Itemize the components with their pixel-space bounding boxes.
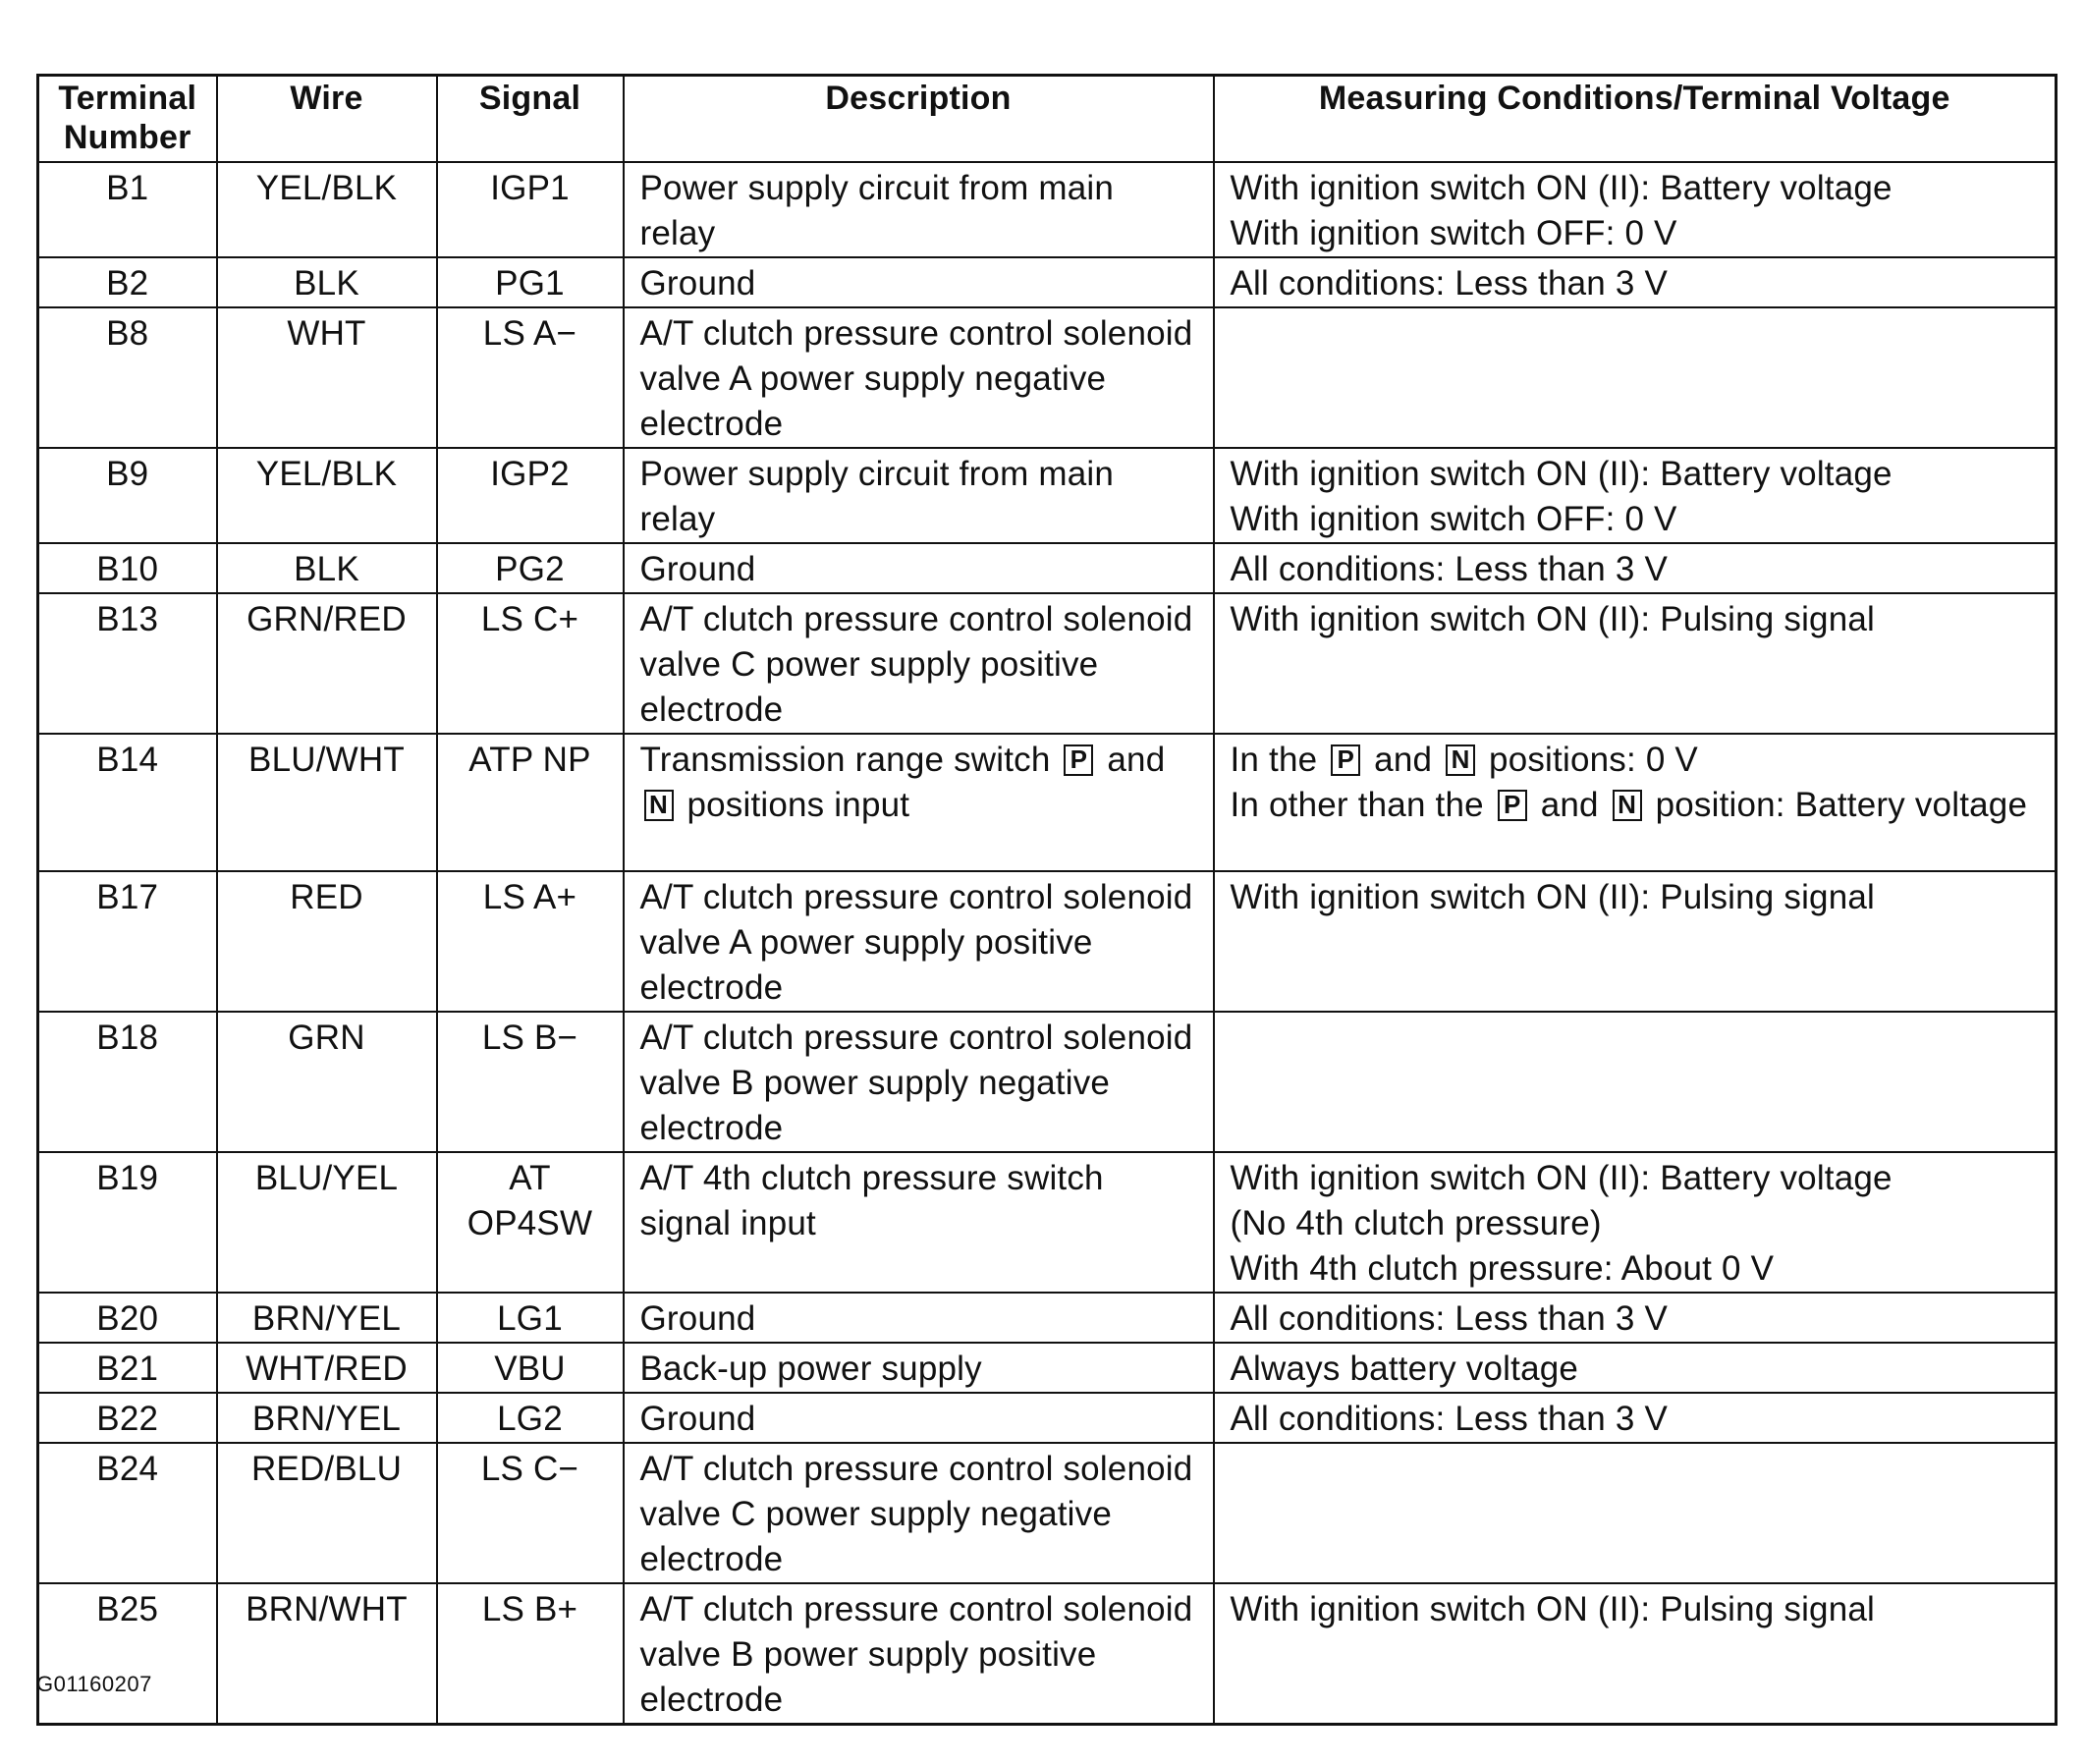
wire-cell: BRN/YEL xyxy=(217,1393,437,1443)
terminal-cell: B20 xyxy=(38,1293,217,1343)
description-cell: Ground xyxy=(624,543,1214,593)
table-row xyxy=(38,257,2057,307)
measuring-line xyxy=(1231,783,2040,828)
terminal-cell: B18 xyxy=(38,1012,217,1152)
wire-cell: BLK xyxy=(217,257,437,307)
header-wire: Wire xyxy=(217,76,437,163)
table-row xyxy=(38,1393,2057,1443)
measuring-line: All conditions: Less than 3 V xyxy=(1230,1299,1669,1338)
table-row xyxy=(38,734,2057,871)
measuring-cell xyxy=(1214,1152,2057,1293)
description-cell: Power supply circuit from main relay xyxy=(624,162,1214,257)
wire-cell: RED xyxy=(217,871,437,1012)
wire-cell: RED/BLU xyxy=(217,1443,437,1583)
neutral-position-box: N xyxy=(644,790,674,821)
measuring-line: With ignition switch ON (II): Pulsing signal xyxy=(1230,1590,1876,1628)
header-description: Description xyxy=(624,76,1214,163)
measuring-cell xyxy=(1214,734,2057,871)
terminal-cell: B1 xyxy=(38,162,217,257)
measuring-text: position: Battery voltage xyxy=(1655,786,2028,824)
measuring-line: All conditions: Less than 3 V xyxy=(1230,264,1669,303)
terminal-table-container xyxy=(36,74,2055,1726)
terminal-cell: B8 xyxy=(38,307,217,448)
signal-cell: PG1 xyxy=(437,257,624,307)
signal-cell: LS A− xyxy=(437,307,624,448)
wire-cell: GRN xyxy=(217,1012,437,1152)
signal-cell: LS C− xyxy=(437,1443,624,1583)
terminal-cell: B24 xyxy=(38,1443,217,1583)
measuring-cell-empty xyxy=(1214,1012,2057,1152)
table-row xyxy=(38,543,2057,593)
measuring-cell xyxy=(1214,1293,2057,1343)
signal-cell: LS C+ xyxy=(437,593,624,734)
measuring-cell xyxy=(1214,593,2057,734)
terminal-voltage-table xyxy=(36,74,2058,1726)
description-text: positions input xyxy=(686,786,910,824)
terminal-cell: B14 xyxy=(38,734,217,871)
terminal-cell: B9 xyxy=(38,448,217,543)
description-cell: Power supply circuit from main relay xyxy=(624,448,1214,543)
measuring-cell xyxy=(1214,1583,2057,1725)
neutral-position-box: N xyxy=(1613,790,1642,821)
signal-cell: LS A+ xyxy=(437,871,624,1012)
measuring-text: and xyxy=(1374,741,1433,779)
signal-cell: PG2 xyxy=(437,543,624,593)
park-position-box: P xyxy=(1064,744,1093,776)
header-terminal-number: Terminal Number xyxy=(38,76,217,163)
measuring-line: With ignition switch ON (II): Pulsing signal xyxy=(1230,600,1876,638)
signal-cell: LG1 xyxy=(437,1293,624,1343)
terminal-cell: B19 xyxy=(38,1152,217,1293)
description-cell: A/T clutch pressure control solenoid valve A power supply positive electrode xyxy=(624,871,1214,1012)
table-row xyxy=(38,1012,2057,1152)
measuring-cell xyxy=(1214,448,2057,543)
terminal-cell: B2 xyxy=(38,257,217,307)
terminal-cell: B21 xyxy=(38,1343,217,1393)
table-row xyxy=(38,162,2057,257)
wire-cell: WHT xyxy=(217,307,437,448)
figure-id: G01160207 xyxy=(36,1672,152,1696)
table-row xyxy=(38,1293,2057,1343)
measuring-cell xyxy=(1214,257,2057,307)
wire-cell: BLU/YEL xyxy=(217,1152,437,1293)
signal-cell: LG2 xyxy=(437,1393,624,1443)
measuring-cell-empty xyxy=(1214,307,2057,448)
description-cell: Ground xyxy=(624,257,1214,307)
table-row xyxy=(38,1343,2057,1393)
terminal-cell: B17 xyxy=(38,871,217,1012)
measuring-cell xyxy=(1214,1343,2057,1393)
signal-cell: IGP1 xyxy=(437,162,624,257)
measuring-line: With 4th clutch pressure: About 0 V xyxy=(1230,1249,1775,1288)
measuring-cell xyxy=(1214,543,2057,593)
neutral-position-box: N xyxy=(1446,744,1475,776)
measuring-line: With ignition switch OFF: 0 V xyxy=(1230,214,1677,252)
description-cell: Ground xyxy=(624,1393,1214,1443)
signal-cell: LS B+ xyxy=(437,1583,624,1725)
measuring-cell xyxy=(1214,162,2057,257)
measuring-line: With ignition switch ON (II): Battery voltage xyxy=(1230,1159,1893,1197)
measuring-line: All conditions: Less than 3 V xyxy=(1230,1400,1669,1438)
measuring-text: In other than the xyxy=(1230,786,1484,824)
table-row xyxy=(38,871,2057,1012)
measuring-cell xyxy=(1214,871,2057,1012)
wire-cell: BRN/YEL xyxy=(217,1293,437,1343)
description-cell: A/T clutch pressure control solenoid valve B power supply positive electrode xyxy=(624,1583,1214,1725)
header-signal: Signal xyxy=(437,76,624,163)
wire-cell: WHT/RED xyxy=(217,1343,437,1393)
description-cell xyxy=(624,734,1214,871)
description-cell: A/T clutch pressure control solenoid valve C power supply positive electrode xyxy=(624,593,1214,734)
header-measuring-conditions: Measuring Conditions/Terminal Voltage xyxy=(1214,76,2057,163)
measuring-line xyxy=(1231,738,2040,783)
description-cell: Back-up power supply xyxy=(624,1343,1214,1393)
description-text: Transmission range switch xyxy=(639,741,1051,779)
measuring-line: All conditions: Less than 3 V xyxy=(1230,550,1669,588)
description-cell: A/T 4th clutch pressure switch signal input xyxy=(624,1152,1214,1293)
description-cell: A/T clutch pressure control solenoid valve A power supply negative electrode xyxy=(624,307,1214,448)
measuring-cell-empty xyxy=(1214,1443,2057,1583)
measuring-text: positions: 0 V xyxy=(1489,741,1698,779)
signal-cell: LS B− xyxy=(437,1012,624,1152)
terminal-cell: B22 xyxy=(38,1393,217,1443)
measuring-cell xyxy=(1214,1393,2057,1443)
signal-cell: IGP2 xyxy=(437,448,624,543)
terminal-cell: B25 xyxy=(38,1583,217,1725)
table-row xyxy=(38,307,2057,448)
table-row xyxy=(38,1152,2057,1293)
header-row xyxy=(38,76,2057,163)
description-text: and xyxy=(1107,741,1166,779)
measuring-line: With ignition switch ON (II): Battery voltage xyxy=(1230,169,1893,207)
table-row xyxy=(38,593,2057,734)
measuring-text: and xyxy=(1540,786,1599,824)
measuring-text: In the xyxy=(1230,741,1318,779)
measuring-line: With ignition switch ON (II): Battery voltage xyxy=(1230,455,1893,493)
measuring-line: With ignition switch OFF: 0 V xyxy=(1230,500,1677,538)
park-position-box: P xyxy=(1498,790,1527,821)
park-position-box: P xyxy=(1331,744,1360,776)
description-cell: A/T clutch pressure control solenoid valve C power supply negative electrode xyxy=(624,1443,1214,1583)
description-cell: A/T clutch pressure control solenoid valve B power supply negative electrode xyxy=(624,1012,1214,1152)
signal-cell: AT OP4SW xyxy=(437,1152,624,1293)
measuring-line: (No 4th clutch pressure) xyxy=(1230,1204,1602,1242)
wire-cell: GRN/RED xyxy=(217,593,437,734)
measuring-line: Always battery voltage xyxy=(1230,1350,1579,1388)
table-row xyxy=(38,448,2057,543)
wire-cell: BLU/WHT xyxy=(217,734,437,871)
table-row xyxy=(38,1583,2057,1725)
terminal-cell: B10 xyxy=(38,543,217,593)
wire-cell: BLK xyxy=(217,543,437,593)
description-cell: Ground xyxy=(624,1293,1214,1343)
terminal-cell: B13 xyxy=(38,593,217,734)
signal-cell: VBU xyxy=(437,1343,624,1393)
wire-cell: YEL/BLK xyxy=(217,448,437,543)
signal-cell: ATP NP xyxy=(437,734,624,871)
measuring-line: With ignition switch ON (II): Pulsing signal xyxy=(1230,878,1876,916)
wire-cell: YEL/BLK xyxy=(217,162,437,257)
wire-cell: BRN/WHT xyxy=(217,1583,437,1725)
table-row xyxy=(38,1443,2057,1583)
